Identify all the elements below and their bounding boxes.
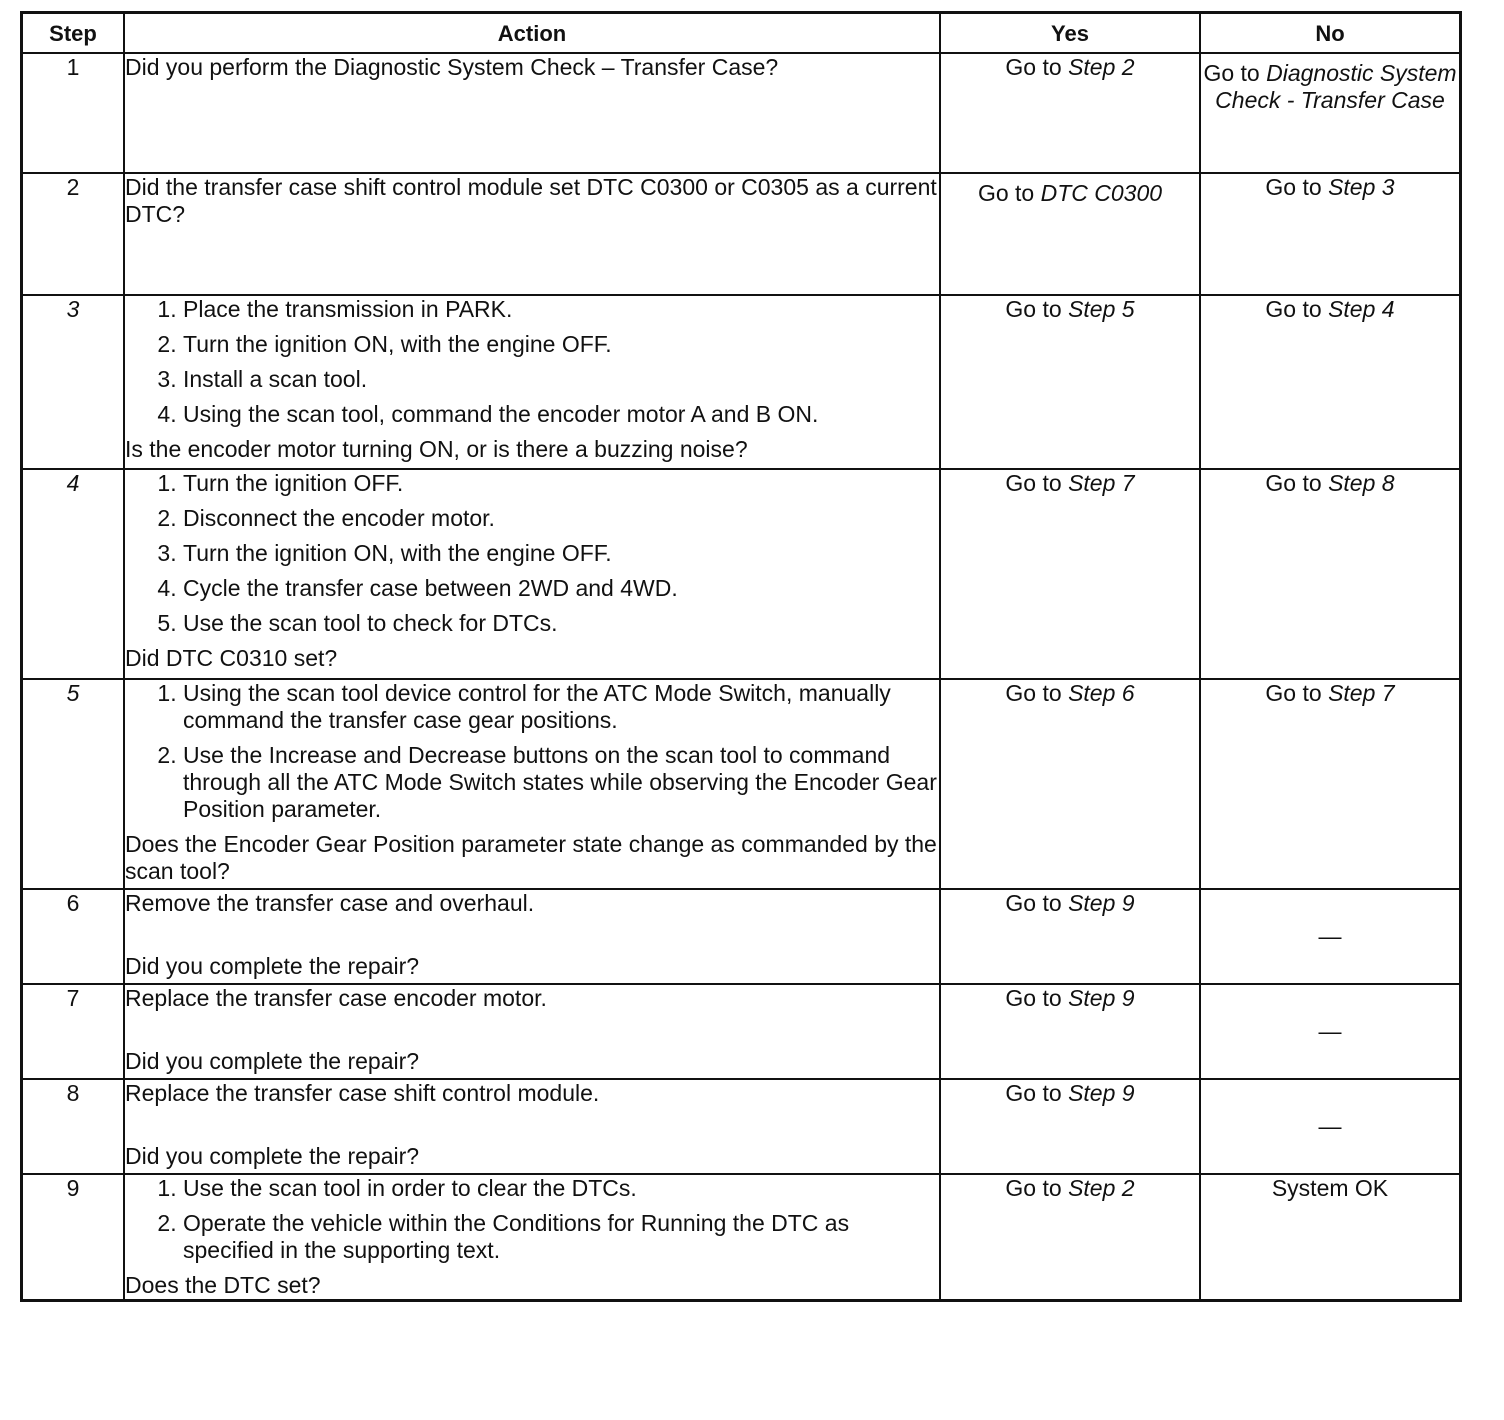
no-prefix: Go to [1265, 174, 1329, 200]
yes-prefix: Go to [1005, 890, 1069, 916]
no-cell [1200, 173, 1461, 295]
table-row [22, 53, 1461, 173]
yes-cell [940, 173, 1200, 295]
no-cell [1200, 1174, 1461, 1301]
action-question: Does the Encoder Gear Position parameter state change as commanded by the scan tool? [125, 831, 937, 884]
yes-prefix: Go to [1005, 1175, 1069, 1201]
action-step-item: 2. Operate the vehicle within the Conditions for Running the DTC as specified in the supporting text. [183, 1210, 939, 1264]
action-text: Did you perform the Diagnostic System Check – Transfer Case? [125, 54, 779, 80]
table-row [22, 295, 1461, 469]
action-step-item: 2. Disconnect the encoder motor. [183, 505, 939, 532]
action-instruction: Replace the transfer case shift control module. [125, 1080, 600, 1106]
no-cell [1200, 53, 1461, 173]
no-reference: Step 8 [1328, 470, 1395, 496]
table-row [22, 173, 1461, 295]
yes-prefix: Go to [1005, 54, 1069, 80]
no-cell [1200, 469, 1461, 679]
yes-prefix: Go to [977, 180, 1041, 206]
step-number: 5 [22, 679, 125, 889]
action-question: Did you complete the repair? [125, 1143, 420, 1169]
action-cell [124, 889, 940, 984]
yes-reference: Step 9 [1068, 1080, 1135, 1106]
no-cell [1200, 1079, 1461, 1174]
yes-prefix: Go to [1005, 680, 1069, 706]
action-cell [124, 984, 940, 1079]
header-yes: Yes [940, 13, 1200, 54]
header-step: Step [22, 13, 125, 54]
no-cell [1200, 679, 1461, 889]
step-number: 8 [22, 1079, 125, 1174]
action-step-item: 4. Using the scan tool, command the encoder motor A and B ON. [183, 401, 939, 428]
action-steps-list [125, 296, 939, 428]
yes-reference: Step 9 [1068, 890, 1135, 916]
yes-prefix: Go to [1005, 296, 1069, 322]
step-number: 6 [22, 889, 125, 984]
action-question: Is the encoder motor turning ON, or is there a buzzing noise? [125, 436, 748, 462]
no-prefix: Go to [1265, 470, 1329, 496]
action-step-item: 3. Install a scan tool. [183, 366, 939, 393]
no-cell [1200, 984, 1461, 1079]
action-question: Did DTC C0310 set? [125, 645, 338, 671]
yes-cell [940, 295, 1200, 469]
action-step-item: 5. Use the scan tool to check for DTCs. [183, 610, 939, 637]
no-dash: — [1318, 1018, 1342, 1044]
action-instruction: Replace the transfer case encoder motor. [125, 985, 547, 1011]
yes-cell [940, 679, 1200, 889]
action-cell [124, 1079, 940, 1174]
step-number: 3 [22, 295, 125, 469]
no-dash: — [1318, 923, 1342, 949]
yes-cell [940, 1174, 1200, 1301]
action-step-item: 2. Use the Increase and Decrease buttons on the scan tool to command through all the ATC Mode Switch states while observing the Encoder Gear Position parameter. [183, 742, 939, 823]
no-cell [1200, 295, 1461, 469]
header-no: No [1200, 13, 1461, 54]
no-cell [1200, 889, 1461, 984]
no-dash: — [1318, 1113, 1342, 1139]
diagnostic-table [20, 11, 1462, 1302]
action-step-item: 1. Place the transmission in PARK. [183, 296, 939, 323]
action-cell [124, 295, 940, 469]
table-row [22, 469, 1461, 679]
action-step-item: 1. Turn the ignition OFF. [183, 470, 939, 497]
yes-prefix: Go to [1005, 1080, 1069, 1106]
action-steps-list [125, 1175, 939, 1264]
yes-cell [940, 469, 1200, 679]
action-steps-list [125, 470, 939, 637]
action-cell [124, 173, 940, 295]
action-cell [124, 469, 940, 679]
header-action: Action [124, 13, 940, 54]
table-row [22, 984, 1461, 1079]
table-row [22, 1079, 1461, 1174]
no-reference: Step 7 [1328, 680, 1395, 706]
action-question: Did you complete the repair? [125, 1048, 420, 1074]
action-cell [124, 679, 940, 889]
yes-cell [940, 889, 1200, 984]
yes-reference: Step 7 [1068, 470, 1135, 496]
no-prefix: Go to [1265, 680, 1329, 706]
table-row [22, 679, 1461, 889]
action-question: Did you complete the repair? [125, 953, 420, 979]
yes-prefix: Go to [1005, 985, 1069, 1011]
action-cell [124, 53, 940, 173]
action-step-item: 1. Using the scan tool device control for the ATC Mode Switch, manually command the transfer case gear positions. [183, 680, 939, 734]
yes-reference: Step 2 [1068, 54, 1135, 80]
action-question: Does the DTC set? [125, 1272, 321, 1298]
yes-reference: Step 6 [1068, 680, 1135, 706]
table-header [22, 13, 1461, 54]
step-number: 2 [22, 173, 125, 295]
yes-reference: DTC C0300 [1040, 180, 1163, 206]
action-step-item: 3. Turn the ignition ON, with the engine OFF. [183, 540, 939, 567]
step-number: 4 [22, 469, 125, 679]
no-result: System OK [1271, 1175, 1389, 1201]
action-instruction: Remove the transfer case and overhaul. [125, 890, 535, 916]
table-body [22, 53, 1461, 1301]
table-row [22, 889, 1461, 984]
table-row [22, 1174, 1461, 1301]
step-number: 7 [22, 984, 125, 1079]
action-steps-list [125, 680, 939, 823]
action-text: Did the transfer case shift control module set DTC C0300 or C0305 as a current DTC? [125, 174, 937, 227]
action-step-item: 2. Turn the ignition ON, with the engine OFF. [183, 331, 939, 358]
action-step-item: 1. Use the scan tool in order to clear the DTCs. [183, 1175, 939, 1202]
no-reference: Diagnostic System Check - Transfer Case [1215, 60, 1457, 113]
yes-reference: Step 5 [1068, 296, 1135, 322]
yes-reference: Step 9 [1068, 985, 1135, 1011]
step-number: 1 [22, 53, 125, 173]
no-prefix: Go to [1265, 296, 1329, 322]
no-reference: Step 4 [1328, 296, 1395, 322]
yes-cell [940, 1079, 1200, 1174]
no-reference: Step 3 [1328, 174, 1395, 200]
no-prefix: Go to [1203, 60, 1267, 86]
yes-prefix: Go to [1005, 470, 1069, 496]
step-number: 9 [22, 1174, 125, 1301]
action-cell [124, 1174, 940, 1301]
yes-cell [940, 53, 1200, 173]
action-step-item: 4. Cycle the transfer case between 2WD and 4WD. [183, 575, 939, 602]
yes-cell [940, 984, 1200, 1079]
yes-reference: Step 2 [1068, 1175, 1135, 1201]
